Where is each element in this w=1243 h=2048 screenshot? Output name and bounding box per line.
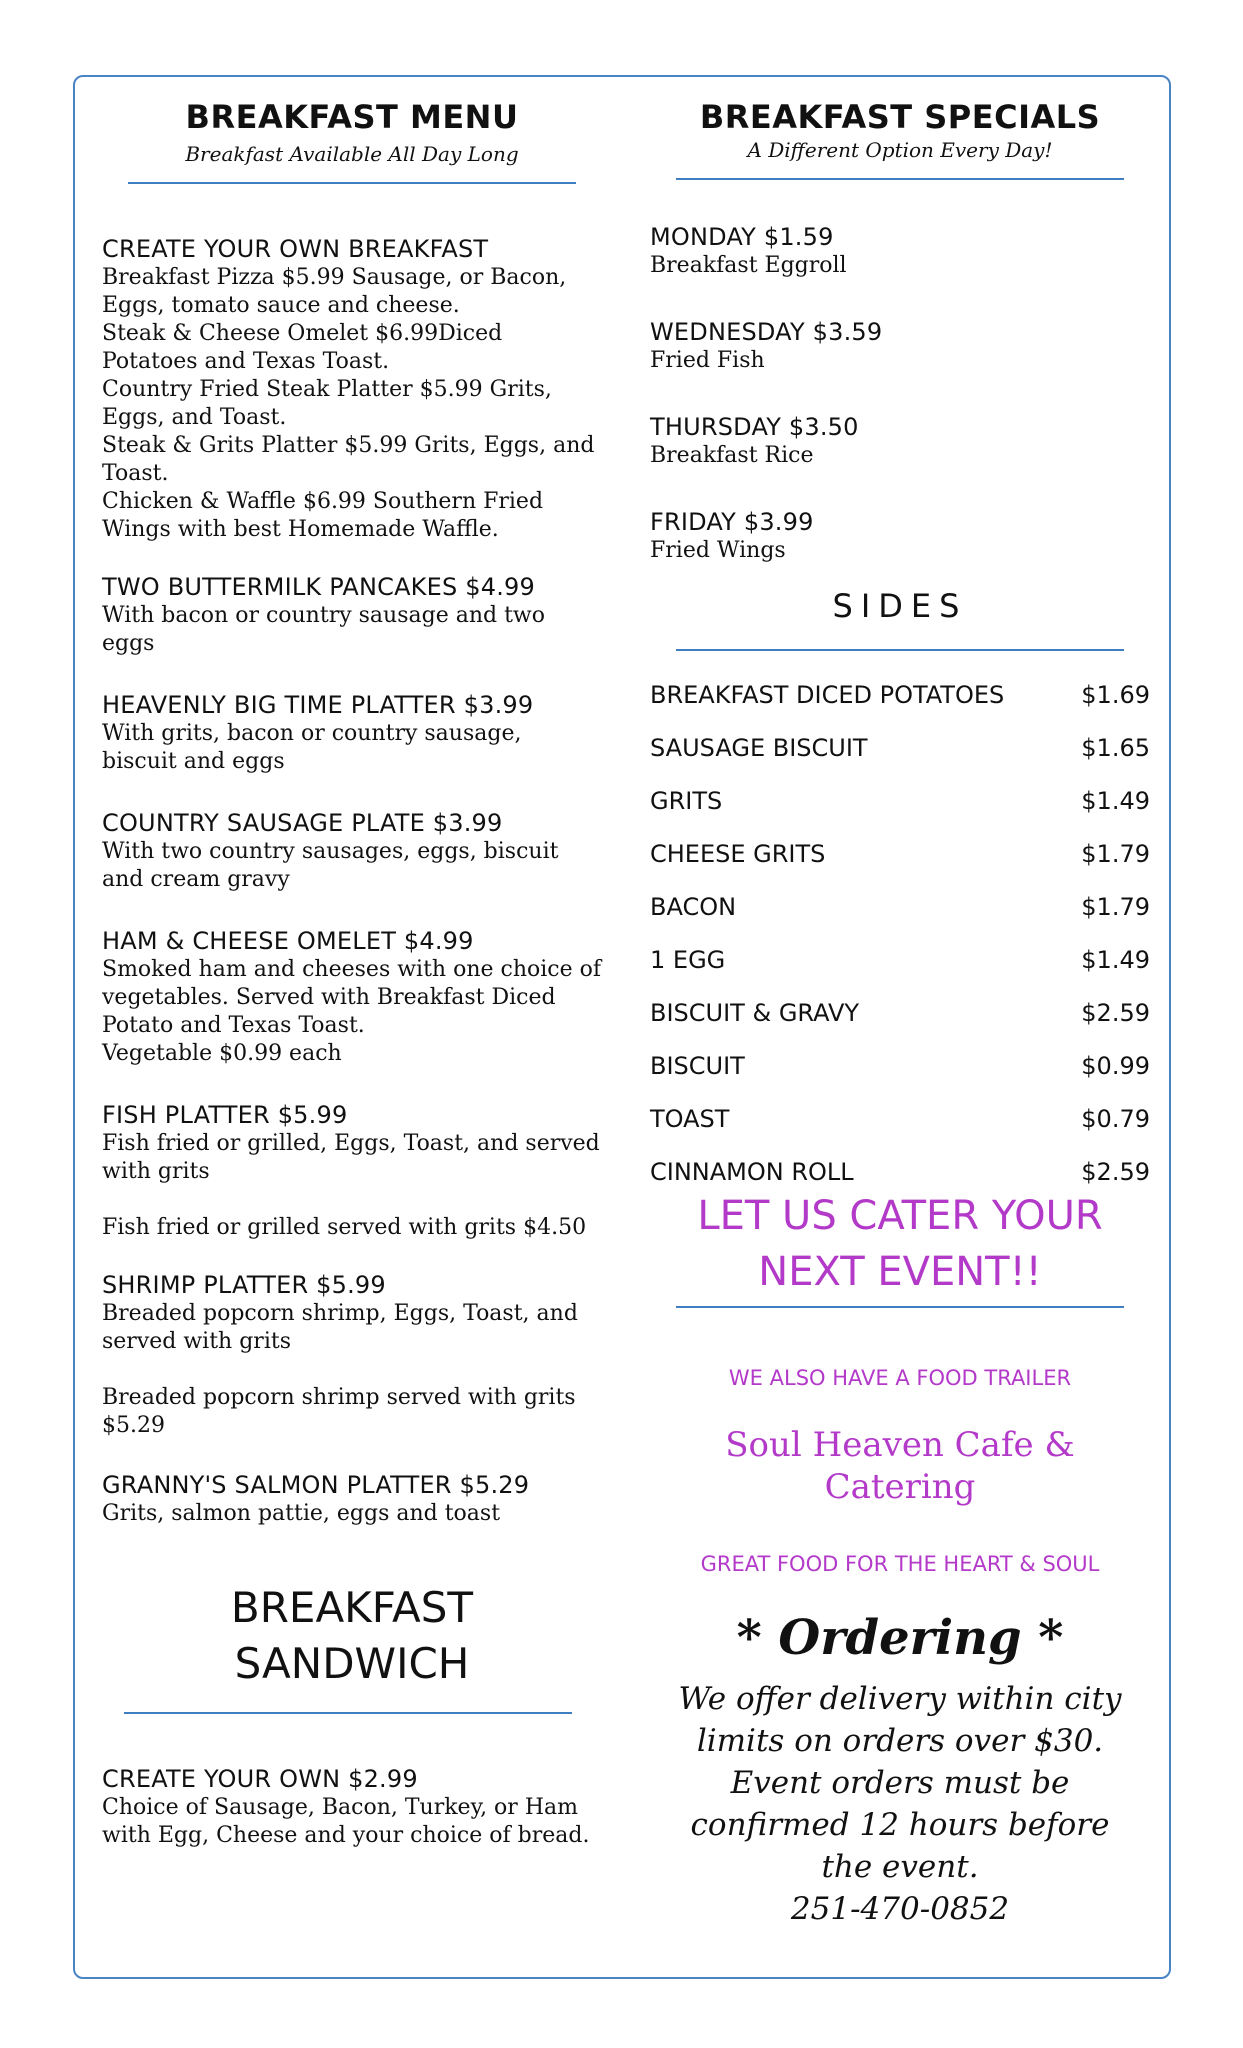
special-heading: WEDNESDAY $3.59	[650, 318, 883, 346]
special-heading: THURSDAY $3.50	[650, 413, 859, 441]
side-name: CINNAMON ROLL	[650, 1158, 854, 1186]
side-item	[650, 1158, 1150, 1188]
special-item	[650, 412, 1150, 470]
ordering-line: confirmed 12 hours before	[690, 1807, 1110, 1843]
item-description: With grits, bacon or country sausage, biscuit and eggs	[102, 721, 522, 774]
item-heading: SHRIMP PLATTER $5.99	[102, 1271, 386, 1299]
item-heading: CREATE YOUR OWN BREAKFAST	[102, 235, 489, 263]
item-heading: COUNTRY SAUSAGE PLATE $3.99	[102, 809, 503, 837]
side-price: $1.49	[1081, 946, 1150, 974]
food-trailer-note: WE ALSO HAVE A FOOD TRAILER	[728, 1366, 1072, 1390]
ordering-title: * Ordering *	[736, 1610, 1064, 1666]
side-price: $1.79	[1081, 840, 1150, 868]
item-heading: TWO BUTTERMILK PANCAKES $4.99	[102, 573, 535, 601]
special-description: Breakfast Rice	[650, 443, 814, 468]
breakfast-menu-title: BREAKFAST MENU	[185, 98, 519, 136]
item-description: Chicken & Waffle $6.99 Southern Fried Wings with best Homemade Waffle.	[102, 489, 544, 542]
specials-title: BREAKFAST SPECIALS	[699, 98, 1101, 136]
item-description: Breaded popcorn shrimp served with grits $5.29	[102, 1385, 576, 1438]
side-price: $2.59	[1081, 1158, 1150, 1186]
side-price: $1.65	[1081, 734, 1150, 762]
tagline: GREAT FOOD FOR THE HEART & SOUL	[700, 1552, 1100, 1576]
side-name: BACON	[650, 893, 737, 921]
special-description: Fried Fish	[650, 348, 765, 373]
item-heading: GRANNY'S SALMON PLATTER $5.29	[102, 1471, 530, 1499]
side-item	[650, 946, 1150, 999]
side-item	[650, 840, 1150, 893]
side-name: CHEESE GRITS	[650, 840, 826, 868]
side-price: $1.79	[1081, 893, 1150, 921]
divider	[124, 1712, 572, 1714]
item-heading: FISH PLATTER $5.99	[102, 1101, 348, 1129]
side-item	[650, 999, 1150, 1052]
side-name: BREAKFAST DICED POTATOES	[650, 681, 1005, 709]
side-item	[650, 1105, 1150, 1158]
breakfast-menu-subtitle: Breakfast Available All Day Long	[185, 142, 519, 166]
cater-line: NEXT EVENT!!	[758, 1249, 1042, 1295]
special-item	[650, 317, 1150, 375]
item-description: Steak & Grits Platter $5.99 Grits, Eggs, and Toast.	[102, 433, 595, 486]
side-price: $1.49	[1081, 787, 1150, 815]
item-description: Choice of Sausage, Bacon, Turkey, or Ham with Egg, Cheese and your choice of bread.	[102, 1795, 590, 1848]
item-description: Grits, salmon pattie, eggs and toast	[102, 1501, 501, 1526]
sandwich-title: SANDWICH	[234, 1639, 470, 1688]
item-heading: HAM & CHEESE OMELET $4.99	[102, 927, 474, 955]
item-description: Fish fried or grilled, Eggs, Toast, and served with grits	[102, 1131, 600, 1184]
sides-title: SIDES	[832, 587, 968, 625]
left-column	[102, 98, 602, 1850]
menu-item	[102, 1270, 602, 1440]
menu-item	[102, 1100, 602, 1242]
special-heading: FRIDAY $3.99	[650, 508, 814, 536]
divider	[676, 1306, 1124, 1308]
item-description: Smoked ham and cheeses with one choice of vegetables. Served with Breakfast Diced Potato and Texas Toast.	[102, 957, 602, 1038]
cafe-name	[650, 1424, 1150, 1508]
item-description: Steak & Cheese Omelet $6.99Diced Potatoes and Texas Toast.	[102, 321, 503, 374]
side-name: GRITS	[650, 787, 723, 815]
cater-line: LET US CATER YOUR	[697, 1193, 1103, 1239]
item-description: With bacon or country sausage and two eggs	[102, 603, 545, 656]
item-description: Country Fried Steak Platter $5.99 Grits, Eggs, and Toast.	[102, 377, 552, 430]
item-description: Breakfast Pizza $5.99 Sausage, or Bacon, Eggs, tomato sauce and cheese.	[102, 265, 567, 318]
side-item	[650, 734, 1150, 787]
item-heading: HEAVENLY BIG TIME PLATTER $3.99	[102, 691, 534, 719]
special-item	[650, 222, 1150, 280]
side-item	[650, 893, 1150, 946]
special-item	[650, 507, 1150, 565]
cafe-name-line: Soul Heaven Cafe &	[725, 1425, 1075, 1465]
ordering-info	[650, 1678, 1150, 1930]
menu-item	[102, 926, 602, 1068]
right-column	[650, 98, 1150, 1930]
specials-subtitle: A Different Option Every Day!	[747, 138, 1053, 162]
sides-list	[650, 681, 1150, 1188]
side-name: BISCUIT	[650, 1052, 745, 1080]
side-price: $0.99	[1081, 1052, 1150, 1080]
side-price: $1.69	[1081, 681, 1150, 709]
side-name: SAUSAGE BISCUIT	[650, 734, 868, 762]
side-item	[650, 681, 1150, 734]
menu-item	[102, 572, 602, 658]
phone-number: 251-470-0852	[790, 1891, 1010, 1927]
ordering-line: Event orders must be	[730, 1765, 1070, 1801]
menu-item	[102, 1470, 602, 1528]
side-name: TOAST	[650, 1105, 730, 1133]
special-description: Breakfast Eggroll	[650, 253, 847, 278]
ordering-line: the event.	[821, 1849, 979, 1885]
menu-item	[102, 690, 602, 776]
menu-item	[102, 808, 602, 894]
side-item	[650, 787, 1150, 840]
side-price: $0.79	[1081, 1105, 1150, 1133]
ordering-line: We offer delivery within city	[678, 1681, 1122, 1717]
cater-heading	[650, 1188, 1150, 1300]
special-heading: MONDAY $1.59	[650, 223, 834, 251]
special-description: Fried Wings	[650, 538, 786, 563]
item-description: Fish fried or grilled served with grits $4.50	[102, 1215, 587, 1240]
side-price: $2.59	[1081, 999, 1150, 1027]
side-item	[650, 1052, 1150, 1105]
side-name: BISCUIT & GRAVY	[650, 999, 860, 1027]
side-name: 1 EGG	[650, 946, 726, 974]
item-description: With two country sausages, eggs, biscuit and cream gravy	[102, 839, 559, 892]
sandwich-title: BREAKFAST	[230, 1583, 474, 1632]
item-description: Vegetable $0.99 each	[102, 1041, 342, 1066]
cafe-name-line: Catering	[824, 1467, 976, 1507]
ordering-line: limits on orders over $30.	[696, 1723, 1104, 1759]
menu-item	[102, 1764, 602, 1850]
item-description: Breaded popcorn shrimp, Eggs, Toast, and served with grits	[102, 1301, 578, 1354]
item-heading: CREATE YOUR OWN $2.99	[102, 1765, 418, 1793]
menu-item	[102, 234, 602, 544]
